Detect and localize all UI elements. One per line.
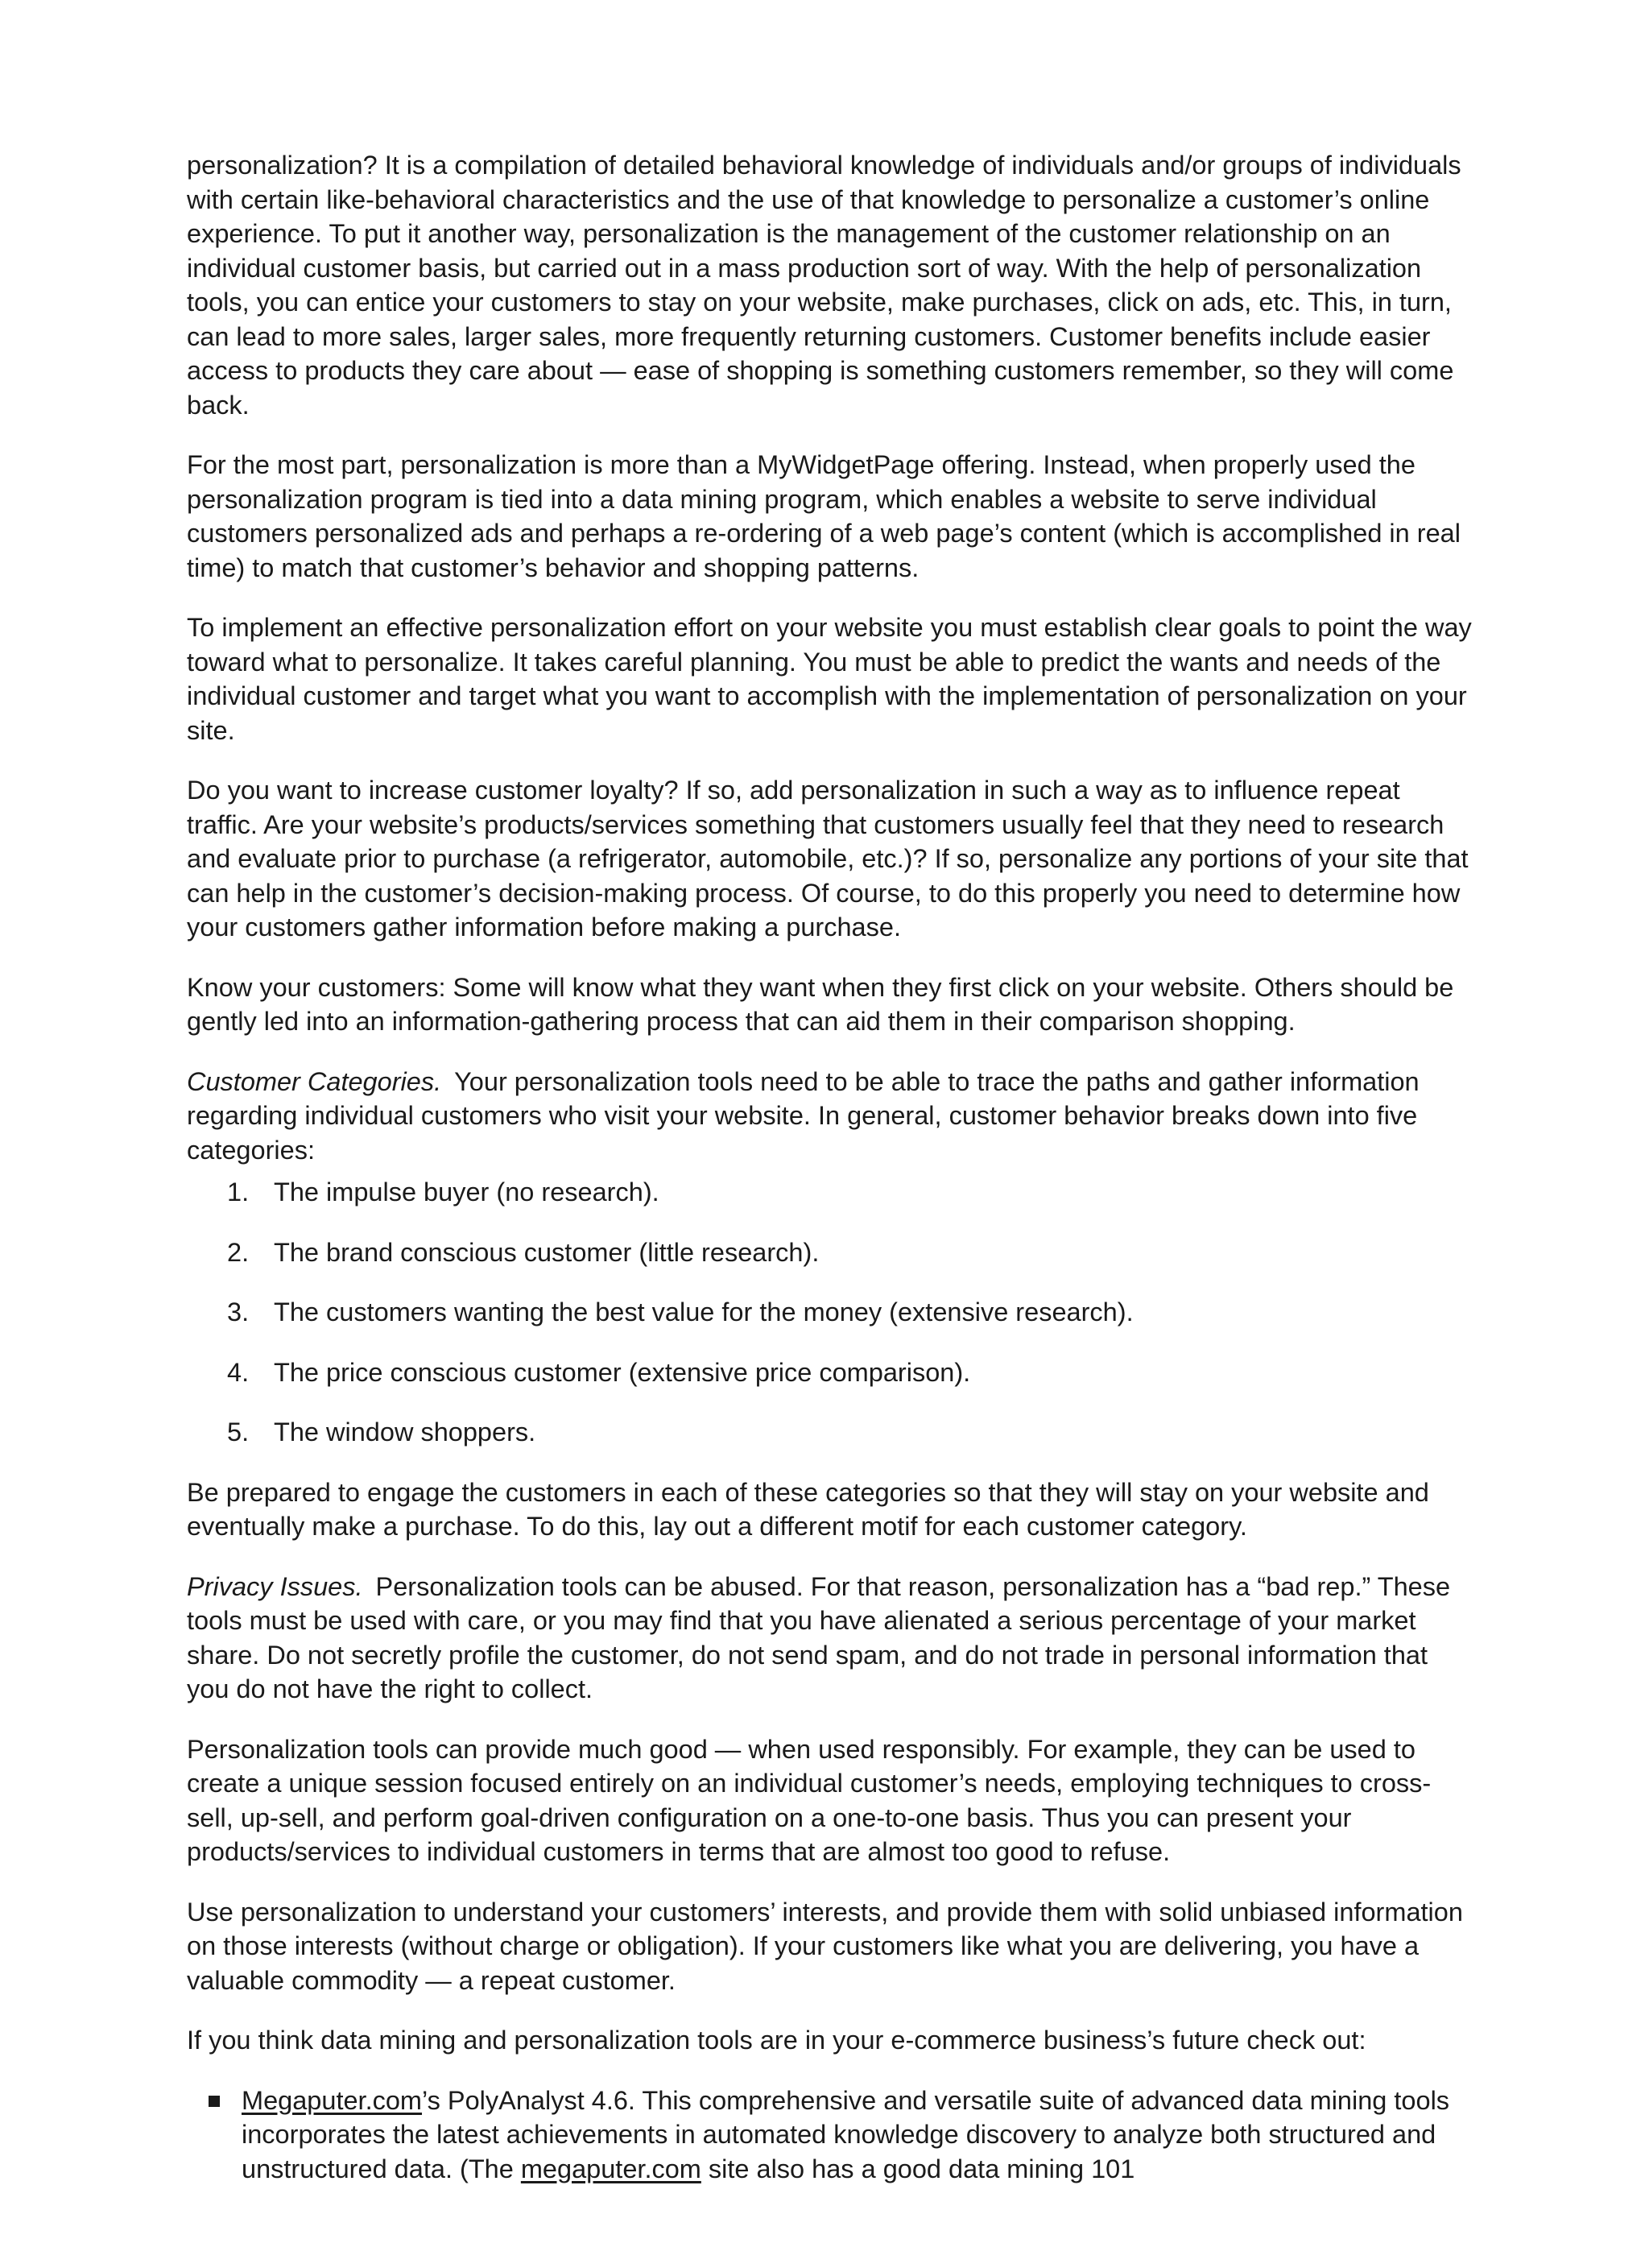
list-item-text: The brand conscious customer (little research).: [274, 1237, 820, 1267]
paragraph-responsible-use: Personalization tools can provide much good — when used responsibly. For example, they can be used to create a unique session focused entirely on an individual customer’s needs, employing techniques to cross-sell, up-sell, and perform goal-driven configuration on a one-to-one basis. Thus you can present your products/services to individual customers in terms that are almost too good to refuse.: [187, 1734, 1432, 1866]
list-item-text: The price conscious customer (extensive price comparison).: [274, 1357, 971, 1387]
paragraph-check-out: If you think data mining and personalization tools are in your e-commerce business’s future check out:: [187, 2026, 1366, 2055]
megaputer-site-link[interactable]: megaputer.com: [520, 2154, 701, 2183]
paragraph-personalization-definition: personalization? It is a compilation of detailed behavioral knowledge of individuals and/or groups of individuals with certain like-behavioral characteristics and the use of that knowledge to personalize a customer’s online experience. To put it another way, personalization is the management of the customer relationship on an individual customer basis, but carried out in a mass production sort of way. With the help of personalization tools, you can entice your customers to stay on your website, make purchases, click on ads, etc. This, in turn, can lead to more sales, larger sales, more frequently returning customers. Customer benefits include easier access to products they care about — ease of shopping is something customers remember, so they will come back.: [187, 151, 1461, 420]
privacy-issues-text: Personalization tools can be abused. For that reason, personalization has a “bad rep.” These tools must be used with care, or you may find that you have alienated a serious percentage of your market share. Do not secretly profile the customer, do not send spam, and do not trade in personal information that you do not have the right to collect.: [187, 1571, 1451, 1703]
list-item: [187, 1355, 1475, 1390]
paragraph-data-mining: For the most part, personalization is more than a MyWidgetPage offering. Instead, when properly used the personalization program is tied into a data mining program, which enables a website to serve individual customers personalized ads and perhaps a re-ordering of a web page’s content (which is accomplished in real time) to match that customer’s behavior and shopping patterns.: [187, 450, 1461, 582]
list-item-number: 3.: [227, 1297, 250, 1326]
tool-description-continued: site also has a good data mining 101: [701, 2154, 1135, 2183]
customer-categories-text: Your personalization tools need to be able to trace the paths and gather information regarding individual customers who visit your website. In general, customer behavior breaks down into five categories:: [187, 1066, 1420, 1165]
list-item: [187, 1295, 1475, 1330]
list-item-number: 1.: [227, 1177, 250, 1206]
list-item: [187, 1235, 1475, 1270]
list-item-text: The window shoppers.: [274, 1418, 536, 1446]
customer-categories-heading: Customer Categories.: [187, 1066, 442, 1096]
list-item: [187, 1175, 1475, 1210]
list-item: [187, 1415, 1475, 1450]
list-item-text: The impulse buyer (no research).: [274, 1177, 659, 1206]
list-item-number: 4.: [227, 1357, 250, 1387]
paragraph-understand-interests: Use personalization to understand your customers’ interests, and provide them with solid unbiased information on those interests (without charge or obligation). If your customers like what you are delivering, you have a valuable commodity — a repeat customer.: [187, 1897, 1463, 1995]
paragraph-engage-customers: Be prepared to engage the customers in each of these categories so that they will stay on your website and eventually make a purchase. To do this, lay out a different motif for each customer category.: [187, 1477, 1429, 1541]
paragraph-privacy-issues: [187, 1570, 1475, 1707]
privacy-issues-heading: Privacy Issues.: [187, 1571, 363, 1601]
customer-categories-list: [187, 1175, 1475, 1450]
document-page: [187, 148, 1475, 2186]
megaputer-link[interactable]: Megaputer.com: [242, 2085, 423, 2115]
paragraph-goals: To implement an effective personalization effort on your website you must establish clear goals to point the way toward what to personalize. It takes careful planning. You must be able to predict the wants and needs of the individual customer and target what you want to accomplish with the implementation of personalization on your site.: [187, 613, 1472, 745]
tool-description: ’s PolyAnalyst 4.6. This comprehensive and versatile suite of advanced data mining tools incorporates the latest achievements in automated knowledge discovery to analyze both structured and unstructured data. (The: [242, 2085, 1450, 2183]
paragraph-know-customers: Know your customers: Some will know what they want when they first click on your website. Others should be gently led into an information-gathering process that can aid them in their comparison shopping.: [187, 972, 1454, 1036]
list-item-text: The customers wanting the best value for the money (extensive research).: [274, 1297, 1134, 1326]
paragraph-customer-loyalty: Do you want to increase customer loyalty? If so, add personalization in such a way as to influence repeat traffic. Are your website’s products/services something that customers usually feel that they need to research and evaluate prior to purchase (a refrigerator, automobile, etc.)? If so, personalize any portions of your site that can help in the customer’s decision-making process. Of course, to do this properly you need to determine how your customers gather information before making a purchase.: [187, 776, 1469, 942]
list-item: [187, 2084, 1475, 2187]
paragraph-customer-categories: [187, 1065, 1475, 1168]
list-item-number: 2.: [227, 1237, 250, 1267]
tools-list: [187, 2084, 1475, 2187]
square-bullet-icon: [209, 2096, 220, 2107]
list-item-number: 5.: [227, 1418, 250, 1446]
